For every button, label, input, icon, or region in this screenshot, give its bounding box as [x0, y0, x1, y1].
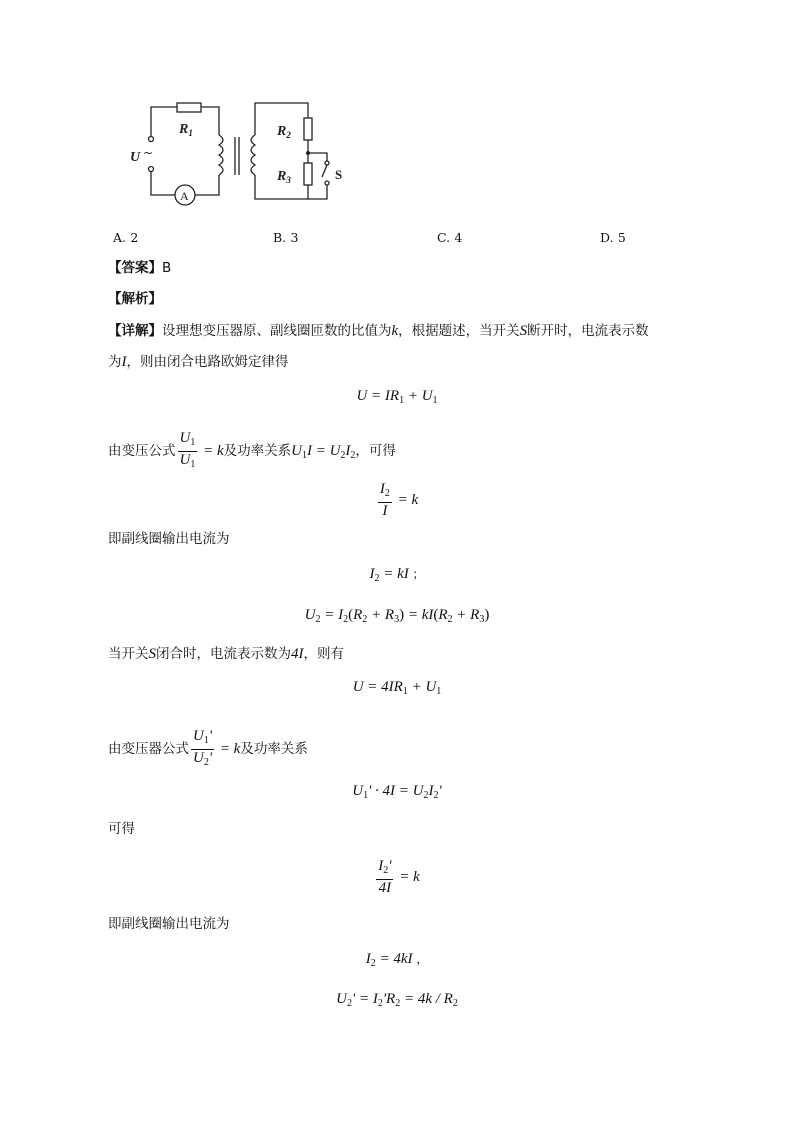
option-c: C. 4 — [437, 230, 463, 245]
primary-coil — [219, 135, 223, 175]
ammeter-label: A — [180, 189, 189, 203]
option-b: B. 3 — [273, 230, 299, 245]
line-then: 可得 — [108, 821, 135, 837]
equation-current-ratio-2: $\frac{I_2'}{4I}$ = k — [378, 858, 420, 896]
primary-wire-left — [151, 171, 175, 195]
equation-current-ratio: $\frac{I_2}{I}$ = k — [379, 481, 419, 519]
r1-label: $R_1$ — [179, 122, 193, 138]
equation-u2-prime: $U_2' = I_2'R_2 = 4k / R_2$ — [336, 991, 458, 1009]
detail-line-1: 【详解】设理想变压器原、副线圈匝数的比值为k，根据题述，当开关S断开时，电流表示数 — [108, 323, 649, 339]
r3-resistor — [304, 163, 312, 185]
source-label: U — [130, 150, 141, 165]
r2-label: $R_2$ — [277, 124, 291, 140]
line-secondary-current-1: 即副线圈输出电流为 — [108, 531, 230, 547]
equation-power: $U_1' \cdot 4I = U_2I_2'$ — [352, 783, 442, 801]
line-transformer-formula: 由变压公式 $\frac{U_1}{U_1}$ = k及功率关系$U_1I = U_2I_2$，可得 — [108, 430, 396, 470]
primary-wire-bottom — [195, 175, 219, 195]
switch-label: S — [335, 167, 343, 182]
equation-1: $U = IR_1 + U_1$ — [356, 388, 438, 406]
equation-i2: $I_2$ = kI ； — [369, 566, 425, 584]
switch-blade — [322, 165, 327, 177]
equation-2: $U = 4IR_1 + U_1$ — [352, 679, 442, 697]
answer-tag: 【答案】 — [108, 260, 162, 276]
switch-wire-top — [308, 153, 327, 161]
answer-value: B — [162, 260, 172, 276]
line-switch-closed: 当开关S闭合时，电流表示数为4I，则有 — [108, 646, 344, 662]
r3-label: $R_3$ — [277, 169, 291, 185]
source-symbol: ~ — [143, 146, 154, 160]
primary-wire-right — [201, 107, 219, 135]
r1-resistor — [177, 103, 201, 112]
circuit-diagram — [115, 95, 365, 215]
r2-resistor — [304, 118, 312, 140]
line-transformer-formula-2: 由变压器公式 $\frac{U_1'}{U_2'}$ = k及功率关系 — [108, 728, 308, 768]
answer-line — [108, 259, 171, 277]
option-d: D. 5 — [600, 230, 626, 245]
secondary-coil — [251, 135, 255, 175]
line-secondary-current-2: 即副线圈输出电流为 — [108, 916, 230, 932]
detail-line-2: 为I，则由闭合电路欧姆定律得 — [108, 354, 289, 370]
analysis-tag: 【解析】 — [108, 291, 162, 307]
primary-wire-top — [151, 107, 177, 113]
option-a: A. 2 — [113, 230, 139, 245]
equation-i2-prime: $I_2 = 4kI$ ， — [365, 951, 429, 969]
equation-u2: $U_2 = I_2(R_2 + R_3) = kI(R_2 + R_3)$ — [304, 607, 490, 625]
